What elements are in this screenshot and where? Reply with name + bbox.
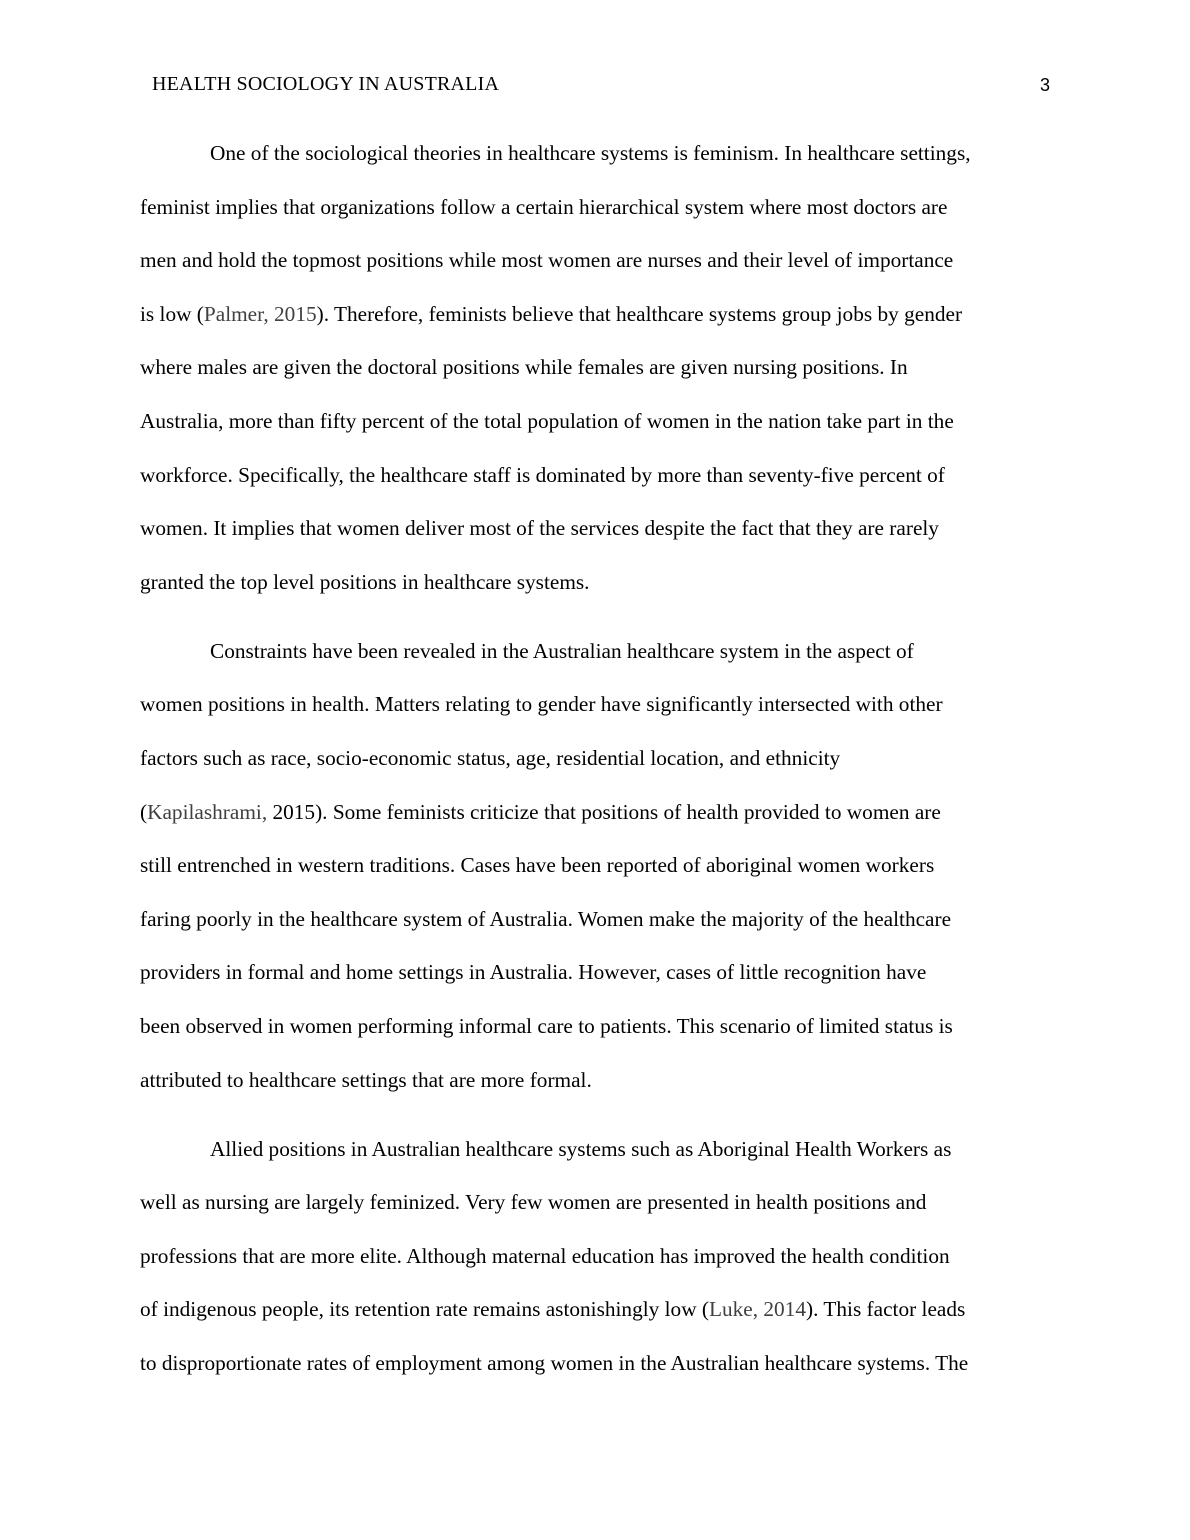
text-line (140, 625, 1055, 679)
text-line (140, 556, 1055, 610)
text-line (140, 234, 1055, 288)
text-segment: attributed to healthcare settings that are more formal. (140, 1067, 592, 1092)
text-segment: women positions in health. Matters relating to gender have significantly intersected with other (140, 692, 943, 717)
text-segment: providers in formal and home settings in Australia. However, cases of little recognition have (140, 960, 927, 985)
text-line (140, 127, 1055, 181)
text-segment: Australia, more than fifty percent of the total population of women in the nation take part in the (140, 408, 954, 433)
text-segment: is low ( (140, 301, 204, 326)
paragraph-gap (140, 609, 1055, 625)
text-segment: of indigenous people, its retention rate remains astonishingly low ( (140, 1297, 709, 1322)
text-line (140, 1176, 1055, 1230)
text-line (140, 1337, 1055, 1391)
paragraph-1 (140, 127, 1055, 609)
text-line (140, 1000, 1055, 1054)
text-segment: men and hold the topmost positions while most women are nurses and their level of importance (140, 248, 954, 273)
text-line (140, 502, 1055, 556)
text-segment: One of the sociological theories in healthcare systems is feminism. In healthcare settings, (210, 141, 971, 165)
text-segment: granted the top level positions in healthcare systems. (140, 569, 590, 594)
text-segment: women. It implies that women deliver most of the services despite the fact that they are rarely (140, 516, 939, 541)
text-segment: ). Therefore, feminists believe that healthcare systems group jobs by gender (316, 301, 963, 326)
text-line (140, 1230, 1055, 1284)
text-segment: to disproportionate rates of employment among women in the Australian healthcare systems. The (140, 1351, 969, 1376)
running-head: HEALTH SOCIOLOGY IN AUSTRALIA (152, 73, 500, 95)
text-line (140, 732, 1055, 786)
text-line (140, 288, 1055, 342)
text-line (140, 893, 1055, 947)
text-line (140, 1283, 1055, 1337)
text-segment: where males are given the doctoral positions while females are given nursing positions. In (140, 355, 908, 380)
citation: Palmer, 2015 (203, 301, 317, 326)
text-line (140, 341, 1055, 395)
text-line (140, 1054, 1055, 1108)
text-segment: professions that are more elite. Although maternal education has improved the health condition (140, 1243, 950, 1268)
text-segment: well as nursing are largely feminized. Very few women are presented in health positions and (140, 1190, 927, 1215)
text-segment: 2015). Some feminists criticize that positions of health provided to women are (267, 799, 941, 824)
text-line (140, 946, 1055, 1000)
text-line (140, 395, 1055, 449)
citation: Kapilashrami, (147, 799, 268, 824)
text-line (140, 449, 1055, 503)
text-segment: Allied positions in Australian healthcare systems such as Aboriginal Health Workers as (210, 1136, 952, 1161)
text-segment: still entrenched in western traditions. Cases have been reported of aboriginal women workers (140, 853, 935, 878)
page-number: 3 (1039, 75, 1050, 95)
text-segment: faring poorly in the healthcare system of Australia. Women make the majority of the healthcare (140, 906, 952, 931)
text-segment: ( (140, 799, 148, 824)
text-segment: Constraints have been revealed in the Australian healthcare system in the aspect of (210, 638, 914, 663)
text-segment: been observed in women performing informal care to patients. This scenario of limited status is (140, 1014, 953, 1038)
text-line (140, 839, 1055, 893)
text-line (140, 786, 1055, 840)
text-line (140, 1123, 1055, 1177)
paragraph-2 (140, 625, 1055, 1107)
text-segment: factors such as race, socio-economic status, age, residential location, and ethnicity (140, 746, 841, 771)
citation: Luke, 2014 (709, 1297, 807, 1322)
paragraph-3 (140, 1123, 1055, 1391)
text-segment: ). This factor leads (806, 1297, 966, 1322)
text-line (140, 678, 1055, 732)
paragraph-gap (140, 1107, 1055, 1123)
text-line (140, 181, 1055, 235)
text-segment: workforce. Specifically, the healthcare staff is dominated by more than seventy-five percent of (140, 462, 945, 487)
body-text (140, 127, 1055, 1391)
text-segment: feminist implies that organizations follow a certain hierarchical system where most doctors are (140, 194, 948, 219)
